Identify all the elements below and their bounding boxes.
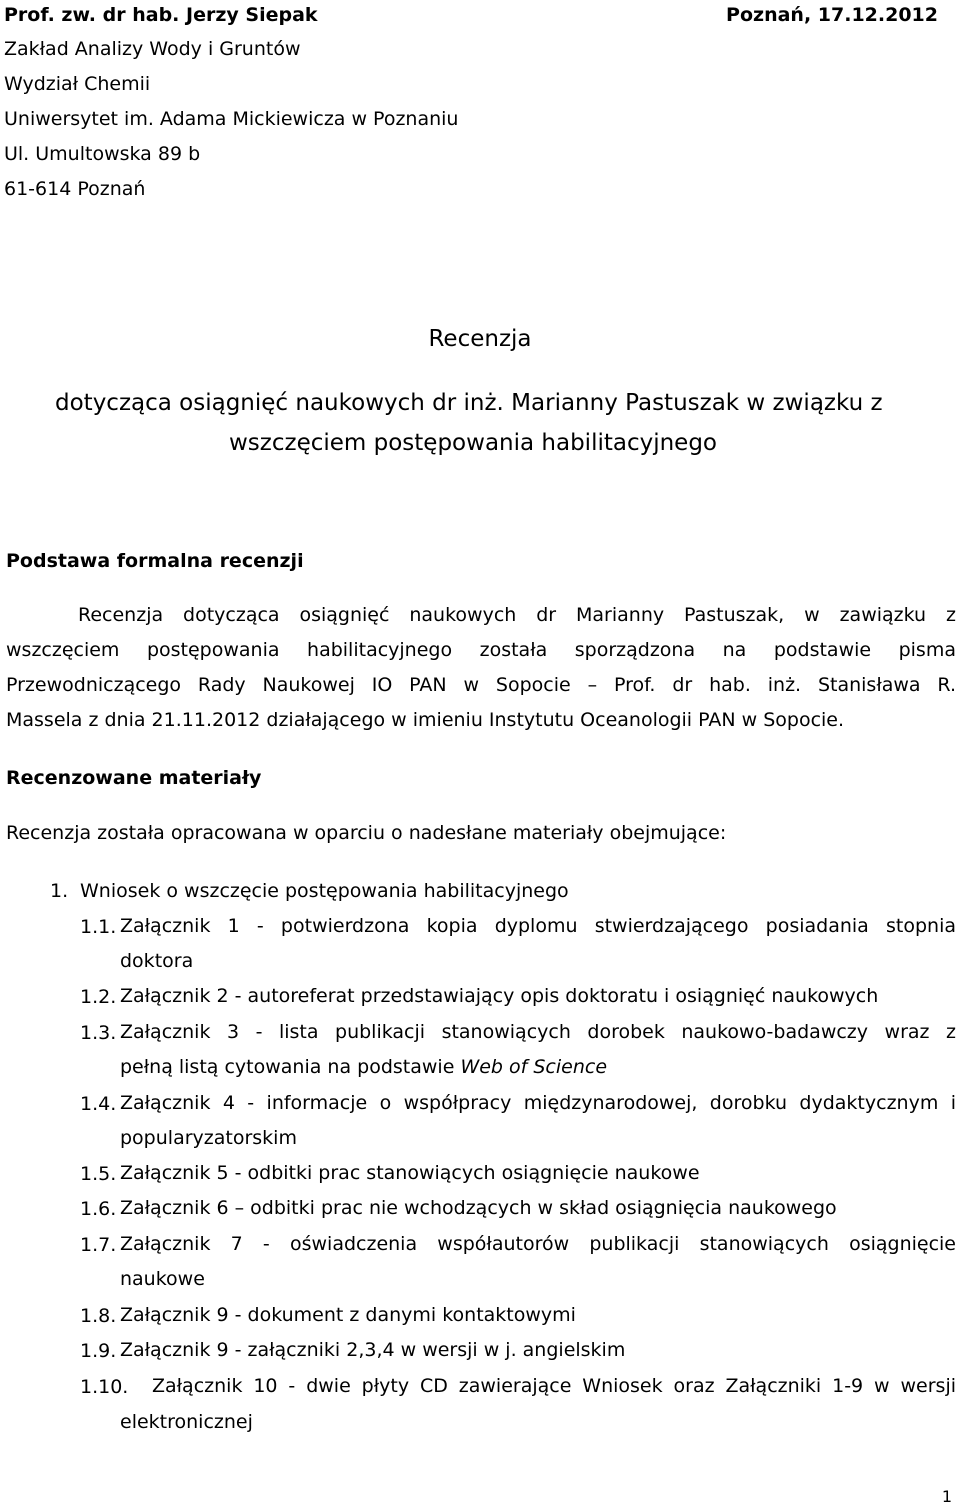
list-number: 1.10. <box>80 1376 129 1398</box>
paragraph-line: wszczęciem postępowania habilitacyjnego została sporządzona na podstawie pisma <box>6 639 956 661</box>
place-date: Poznań, 17.12.2012 <box>726 4 938 26</box>
address-line: Zakład Analizy Wody i Gruntów <box>4 38 301 60</box>
list-item-line: Załącznik 10 - dwie płyty CD zawierające Wniosek oraz Załączniki 1-9 w wersji <box>152 1375 956 1397</box>
list-number: 1.3. <box>80 1022 117 1044</box>
web-of-science-italic: Web of Science <box>460 1056 608 1078</box>
address-line: Wydział Chemii <box>4 73 151 95</box>
list-item-line-prefix: pełną listą cytowania na podstawie <box>120 1056 461 1078</box>
list-item-line: Załącznik 6 – odbitki prac nie wchodzących w skład osiągnięcia naukowego <box>120 1197 837 1219</box>
document-title: Recenzja <box>428 326 532 352</box>
materials-intro: Recenzja została opracowana w oparciu o nadesłane materiały obejmujące: <box>6 822 727 844</box>
list-item-line: Załącznik 1 - potwierdzona kopia dyplomu stwierdzającego posiadania stopnia <box>120 915 956 937</box>
list-item-line: Załącznik 4 - informacje o współpracy międzynarodowej, dorobku dydaktycznym i <box>120 1092 956 1114</box>
section-heading: Podstawa formalna recenzji <box>6 550 304 572</box>
list-number: 1. <box>50 880 69 902</box>
list-item-text <box>152 1369 956 1404</box>
list-item-line: Załącznik 3 - lista publikacji stanowiących dorobek naukowo-badawczy wraz z <box>120 1021 956 1043</box>
list-item-line: doktora <box>120 950 194 972</box>
list-item-text <box>120 1086 956 1156</box>
list-item-line: Załącznik 5 - odbitki prac stanowiących osiągnięcie naukowe <box>120 1162 700 1184</box>
paragraph-line: Przewodniczącego Rady Naukowej IO PAN w Sopocie – Prof. dr hab. inż. Stanisława R. <box>6 674 956 696</box>
list-number: 1.9. <box>80 1340 117 1362</box>
list-number: 1.8. <box>80 1305 117 1327</box>
paragraph-line: Massela z dnia 21.11.2012 działającego w imieniu Instytutu Oceanologii PAN w Sopocie. <box>6 709 845 731</box>
list-number: 1.2. <box>80 986 117 1008</box>
page-number: 1 <box>941 1487 952 1506</box>
list-number: 1.4. <box>80 1093 117 1115</box>
list-item-line: Załącznik 9 - załączniki 2,3,4 w wersji w j. angielskim <box>120 1339 626 1361</box>
list-item-line: Załącznik 2 - autoreferat przedstawiający opis doktoratu i osiągnięć naukowych <box>120 985 879 1007</box>
address-line: Uniwersytet im. Adama Mickiewicza w Poznaniu <box>4 108 459 130</box>
address-line: Ul. Umultowska 89 b <box>4 143 201 165</box>
list-item-line <box>120 1050 956 1085</box>
list-item-text <box>120 1156 956 1191</box>
list-item-line: Załącznik 9 - dokument z danymi kontaktowymi <box>120 1304 576 1326</box>
list-item-text <box>120 1227 956 1297</box>
list-number: 1.7. <box>80 1234 117 1256</box>
section-heading: Recenzowane materiały <box>6 767 262 789</box>
author-name: Prof. zw. dr hab. Jerzy Siepak <box>4 4 318 26</box>
list-item-text <box>120 1191 956 1226</box>
paragraph-line: Recenzja dotycząca osiągnięć naukowych dr Marianny Pastuszak, w zawiązku z <box>78 604 956 626</box>
list-item-text <box>120 979 956 1014</box>
list-item-line: elektronicznej <box>120 1411 253 1433</box>
list-item-line: popularyzatorskim <box>120 1127 297 1149</box>
list-number: 1.5. <box>80 1163 117 1185</box>
list-number: 1.6. <box>80 1198 117 1220</box>
section-paragraph <box>6 598 956 738</box>
list-item-line: Załącznik 7 - oświadczenia współautorów publikacji stanowiących osiągnięcie <box>120 1233 956 1255</box>
address-line: 61-614 Poznań <box>4 178 146 200</box>
list-item-text: Wniosek o wszczęcie postępowania habilitacyjnego <box>80 880 569 902</box>
list-item-text <box>120 1298 956 1333</box>
subtitle-line: dotycząca osiągnięć naukowych dr inż. Marianny Pastuszak w związku z <box>55 390 883 416</box>
list-item-text <box>120 1015 956 1085</box>
list-number: 1.1. <box>80 916 117 938</box>
subtitle-line: wszczęciem postępowania habilitacyjnego <box>229 430 718 456</box>
list-item-line: naukowe <box>120 1268 205 1290</box>
list-item-text <box>120 909 956 979</box>
list-item-text <box>120 1333 956 1368</box>
